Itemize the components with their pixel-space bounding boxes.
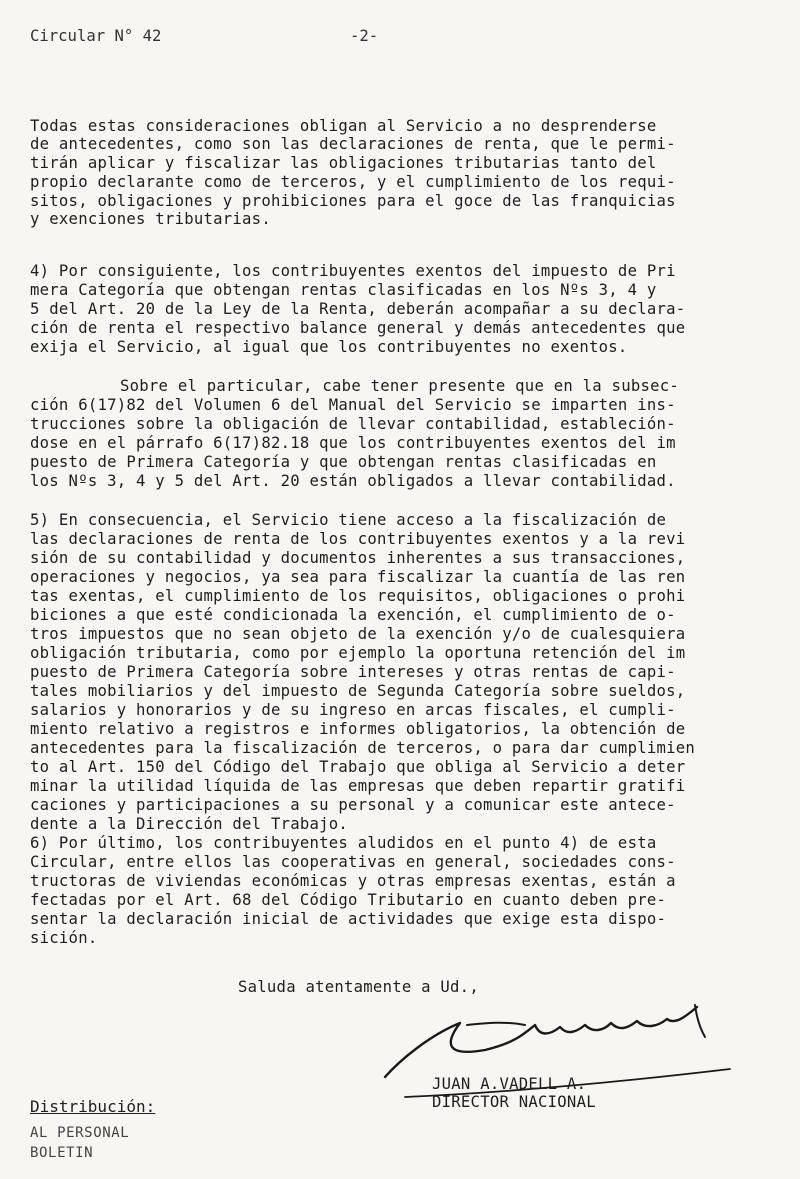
text-line: de antecedentes, como son las declaraciones de renta, que le permi- — [30, 135, 676, 153]
text-line: propio declarante como de terceros, y el cumplimiento de los requi- — [30, 173, 676, 191]
text-line: dente a la Dirección del Trabajo. — [30, 815, 349, 833]
distribution-title: Distribución: — [30, 1097, 156, 1116]
distribution-heading — [30, 1097, 155, 1116]
signatory-title: DIRECTOR NACIONAL — [432, 1093, 596, 1111]
text-line: salarios y honorarios y de su ingreso en arcas fiscales, el cumpli- — [30, 701, 676, 719]
text-line: obligación tributaria, como por ejemplo la oportuna retención del im — [30, 644, 686, 662]
text-line: biciones a que esté condicionada la exención, el cumplimiento de o- — [30, 606, 676, 624]
text-line: 5 del Art. 20 de la Ley de la Renta, deberán acompañar a su declara- — [30, 300, 686, 318]
text-line: Todas estas consideraciones obligan al Servicio a no desprenderse — [30, 117, 657, 135]
text-line: sión de su contabilidad y documentos inherentes a sus transacciones, — [30, 549, 686, 567]
text-line: los Nºs 3, 4 y 5 del Art. 20 están obligados a llevar contabilidad. — [30, 472, 676, 490]
text-line: tros impuestos que no sean objeto de la exención y/o de cualesquiera — [30, 625, 686, 643]
text-line: ción 6(17)82 del Volumen 6 del Manual del Servicio se imparten ins- — [30, 396, 676, 414]
closing-salutation: Saluda atentamente a Ud., — [238, 978, 479, 996]
text-line: miento relativo a registros e informes obligatorios, la obtención de — [30, 720, 686, 738]
text-line: sición. — [30, 929, 98, 947]
text-line: caciones y participaciones a su personal y a comunicar este antece- — [30, 796, 676, 814]
text-line: 5) En consecuencia, el Servicio tiene acceso a la fiscalización de — [30, 511, 667, 529]
distribution-item: AL PERSONAL — [30, 1125, 130, 1141]
text-line: puesto de Primera Categoría sobre intereses y otras rentas de capi- — [30, 663, 676, 681]
page-number: -2- — [350, 27, 379, 45]
text-line: Sobre el particular, cabe tener presente que en la subsec- — [120, 377, 680, 395]
text-line: 4) Por consiguiente, los contribuyentes exentos del impuesto de Pri — [30, 262, 676, 280]
text-line: to al Art. 150 del Código del Trabajo que obliga al Servicio a deter — [30, 758, 686, 776]
text-line: las declaraciones de renta de los contribuyentes exentos y a la revi — [30, 530, 686, 548]
text-line: operaciones y negocios, ya sea para fiscalizar la cuantía de las ren — [30, 568, 686, 586]
text-line: mera Categoría que obtengan rentas clasificadas en los Nºs 3, 4 y — [30, 281, 657, 299]
text-line: trucciones sobre la obligación de llevar contabilidad, estableción- — [30, 415, 676, 433]
text-line: tructoras de viviendas económicas y otras empresas exentas, están a — [30, 872, 676, 890]
text-line: ción de renta el respectivo balance general y demás antecedentes que — [30, 319, 686, 337]
text-line: fectadas por el Art. 68 del Código Tributario en cuanto deben pre- — [30, 891, 667, 909]
text-line: puesto de Primera Categoría y que obtengan rentas clasificadas en — [30, 453, 657, 471]
text-line: antecedentes para la fiscalización de terceros, o para dar cumplimien — [30, 739, 696, 757]
text-line: exija el Servicio, al igual que los contribuyentes no exentos. — [30, 338, 628, 356]
text-line: tas exentas, el cumplimiento de los requisitos, obligaciones o prohi — [30, 587, 686, 605]
circular-number: Circular N° 42 — [30, 27, 162, 45]
text-line: sitos, obligaciones y prohibiciones para el goce de las franquicias — [30, 192, 676, 210]
text-line: sentar la declaración inicial de actividades que exige esta dispo- — [30, 910, 667, 928]
text-line: 6) Por último, los contribuyentes aludidos en el punto 4) de esta — [30, 834, 657, 852]
signatory-name: JUAN A.VADELL A. — [432, 1075, 587, 1093]
text-line: tirán aplicar y fiscalizar las obligaciones tributarias tanto del — [30, 154, 657, 172]
distribution-item: BOLETIN — [30, 1145, 94, 1161]
text-line: y exenciones tributarias. — [30, 210, 271, 228]
text-line: minar la utilidad líquida de las empresas que deben repartir gratifi — [30, 777, 686, 795]
text-line: tales mobiliarios y del impuesto de Segunda Categoría sobre sueldos, — [30, 682, 686, 700]
text-line: Circular, entre ellos las cooperativas en general, sociedades cons- — [30, 853, 676, 871]
text-line: dose en el párrafo 6(17)82.18 que los contribuyentes exentos del im — [30, 434, 676, 452]
